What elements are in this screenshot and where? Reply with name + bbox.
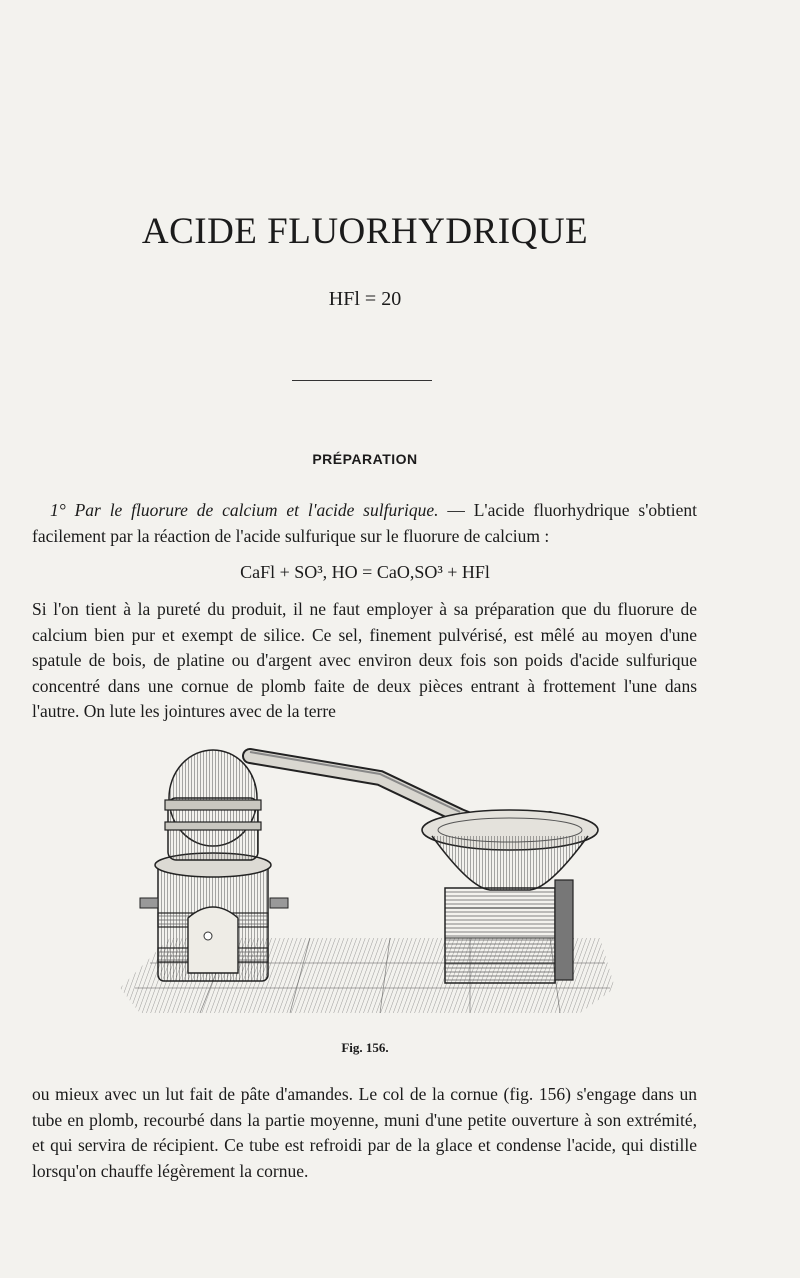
brick-stand	[445, 880, 573, 983]
furnace	[140, 853, 288, 981]
chemical-formula: HFl = 20	[328, 288, 402, 310]
page-title: ACIDE FLUORHYDRIQUE	[141, 211, 589, 252]
paragraph-1	[32, 498, 697, 549]
section-divider	[292, 380, 432, 381]
paragraph-1-lead: 1° Par le fluorure de calcium et l'acide sulfurique.	[50, 500, 439, 520]
ice-basin	[422, 810, 598, 890]
paragraph-1-body: — L'acide fluorhydrique s'obtient facilement par la réaction de l'acide sulfurique sur le fluorure de calcium :	[32, 500, 697, 546]
figure-caption: Fig. 156.	[341, 1040, 389, 1055]
paragraph-2: Si l'on tient à la pureté du produit, il ne faut employer à sa préparation que du fluorure de calcium bien pur et exempt de silice. Ce sel, finement pulvérisé, est mêlé au moyen d'une spatule de bois, de platine ou d'argent avec environ deux fois son poids d'acide sulfurique concentré dans une cornue de plomb faite de deux pièces entrant à frottement l'une dans l'autre. On lute les jointures avec de la terre	[32, 599, 697, 721]
section-heading: PRÉPARATION	[312, 451, 418, 467]
lead-retort	[165, 750, 261, 860]
reaction-equation: CaFl + SO³, HO = CaO,SO³ + HFl	[240, 562, 490, 582]
reverse-side-show-through	[55, 60, 745, 86]
retort-apparatus-illustration	[110, 738, 620, 1023]
paragraph-3: ou mieux avec un lut fait de pâte d'amandes. Le col de la cornue (fig. 156) s'engage dans un tube en plomb, recourbé dans la partie moyenne, muni d'une petite ouverture à son extrémité, et qui servira de récipient. Ce tube est refroidi par de la glace et condense l'acide, qui distille lorsqu'on chauffe légèrement la cornue.	[32, 1084, 697, 1181]
